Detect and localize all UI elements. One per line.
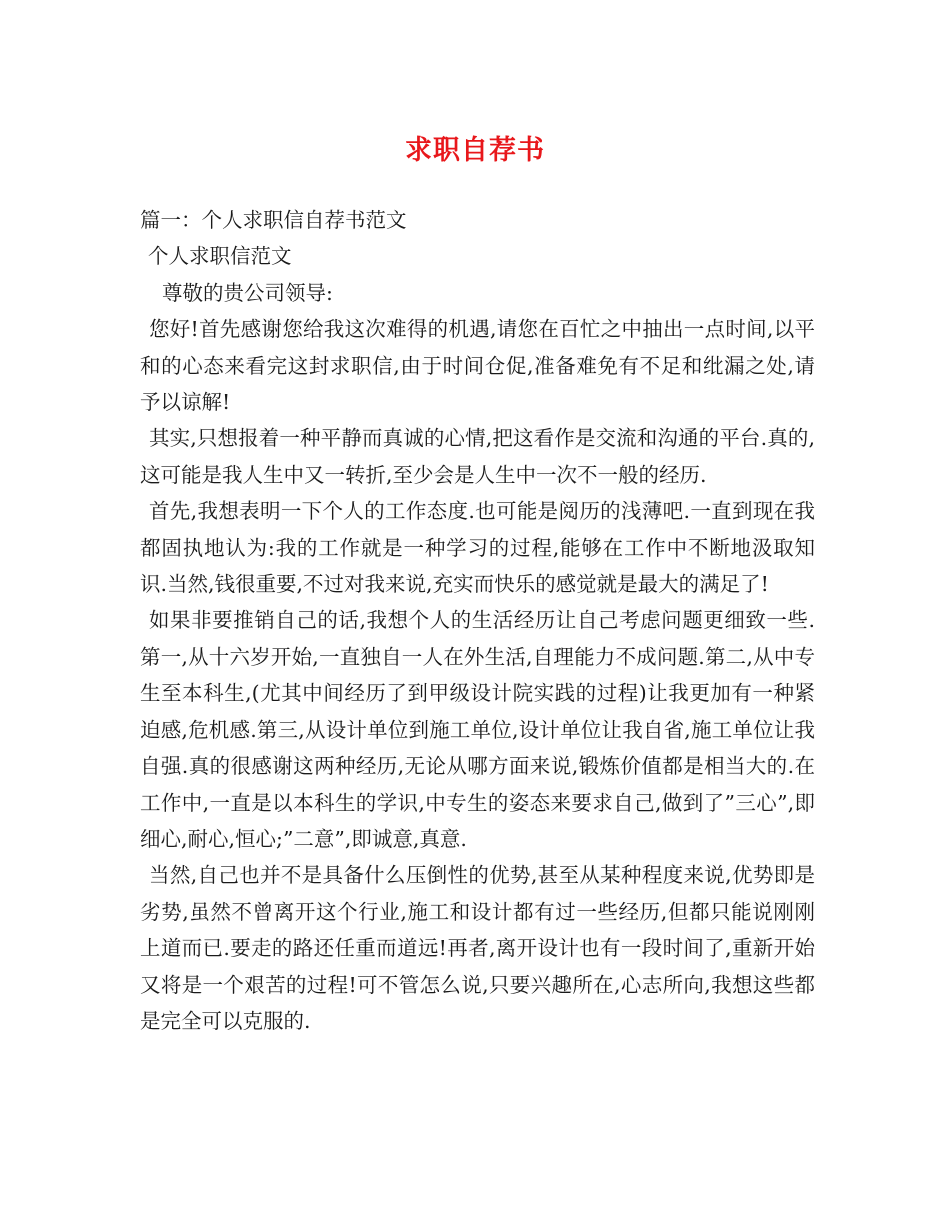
paragraph-work-attitude: 首先,我想表明一下个人的工作态度.也可能是阅历的浅薄吧.一直到现在我都固执地认为:我的工作就是一种学习的过程,能够在工作中不断地汲取知识.当然,钱很重要,不过对我来说,充实而快乐的感觉就是最大的满足了!	[140, 499, 815, 597]
document-body	[140, 202, 815, 1039]
paragraph-experience: 如果非要推销自己的话,我想个人的生活经历让自己考虑问题更细致一些.第一,从十六岁开始,一直独自一人在外生活,自理能力不成问题.第二,从中专生至本科生,(尤其中间经历了到甲级设计院实践的过程)让我更加有一种紧迫感,危机感.第三,从设计单位到施工单位,设计单位让我自省,施工单位让我自强.真的很感谢这两种经历,无论从哪方面来说,锻炼价值都是相当大的.在工作中,一直是以本科生的学识,中专生的姿态来要求自己,做到了”三心”,即细心,耐心,恒心;”二意”,即诚意,真意.	[140, 608, 815, 851]
document-title: 求职自荐书	[405, 135, 545, 166]
section-heading: 篇一：个人求职信自荐书范文	[140, 208, 407, 232]
salutation: 尊敬的贵公司领导:	[162, 280, 333, 305]
paragraph-greeting: 您好!首先感谢您给我这次难得的机遇,请您在百忙之中抽出一点时间,以平和的心态来看完这封求职信,由于时间仓促,准备难免有不足和纰漏之处,请予以谅解!	[140, 317, 815, 415]
paragraph-self-assessment: 当然,自己也并不是具备什么压倒性的优势,甚至从某种程度来说,优势即是劣势,虽然不曾离开这个行业,施工和设计都有过一些经历,但都只能说刚刚上道而已.要走的路还任重而道远!再者,离开设计也有一段时间了,重新开始又将是一个艰苦的过程!可不管怎么说,只要兴趣所在,心志所向,我想这些都是完全可以克服的.	[140, 863, 815, 1033]
letter-title: 个人求职信范文	[148, 244, 292, 269]
paragraph-intent: 其实,只想报着一种平静而真诚的心情,把这看作是交流和沟通的平台.真的,这可能是我人生中又一转折,至少会是人生中一次不一般的经历.	[140, 426, 815, 487]
